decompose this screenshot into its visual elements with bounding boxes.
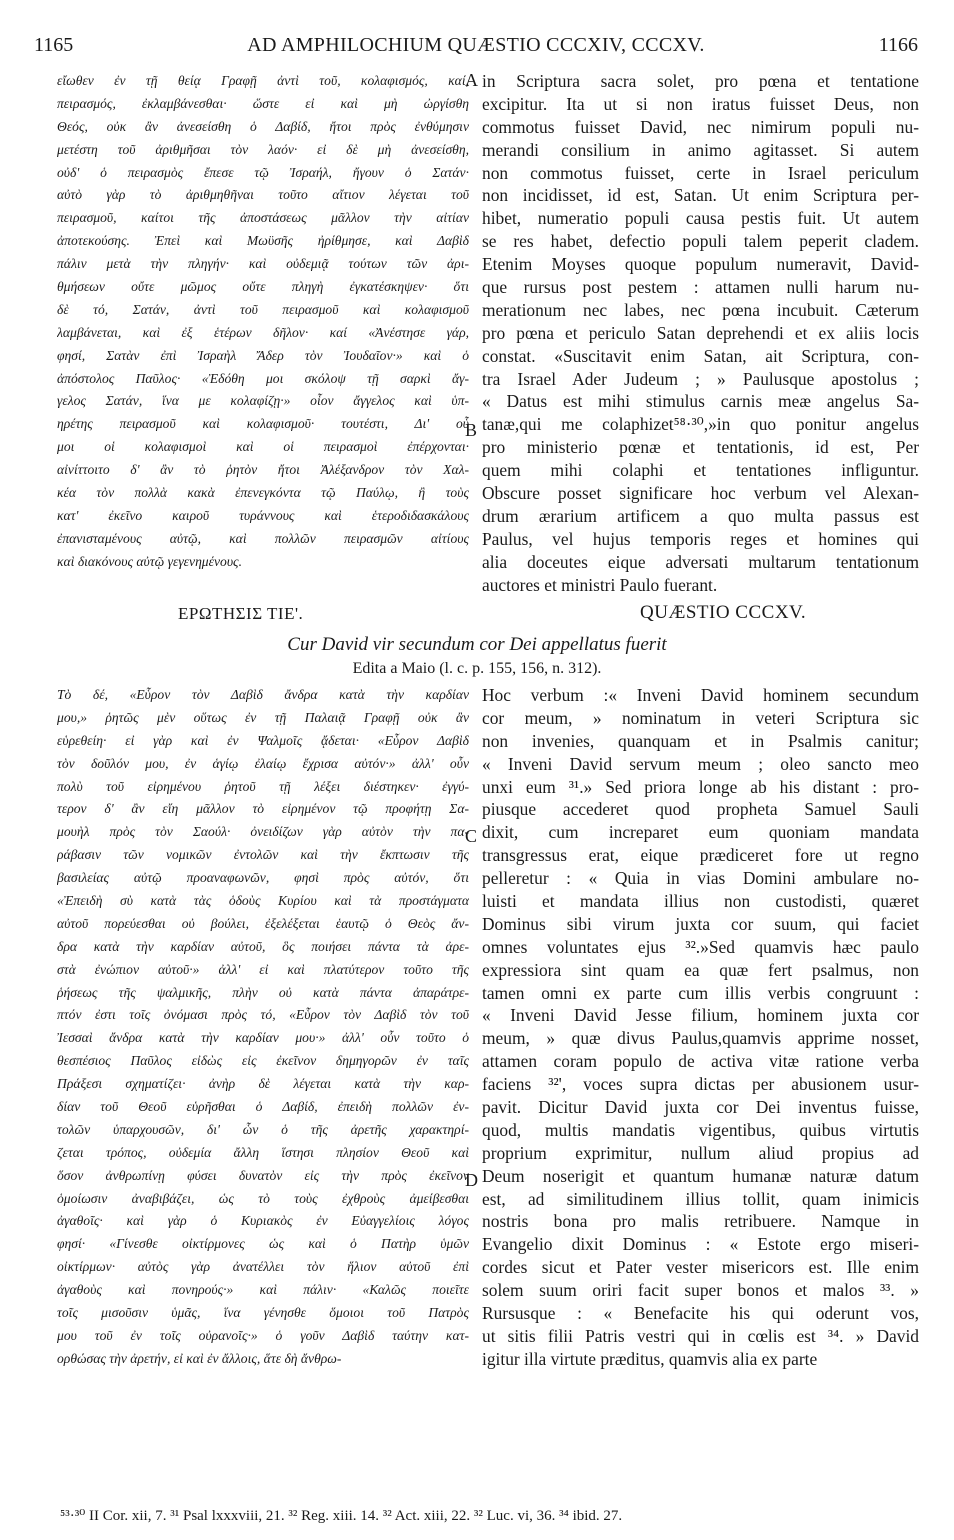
greek-text-line: φησί· «Γίνεσθε οἰκτίρμονες ὡς καὶ ὁ Πατὴρ ὑμῶν [57, 1236, 469, 1252]
latin-text-line: Deum noserigit et quantum humanæ naturæ datum [482, 1165, 919, 1186]
greek-text-line: εἴωθεν ἐν τῇ θείᾳ Γραφῇ ἀντὶ τοῦ, κολαφισμός, καί, [57, 73, 469, 88]
footnotes: ⁵³·³⁰ II Cor. xii, 7. ³¹ Psal lxxxviii, 21. ³² Reg. xiii. 14. ³² Act. xiii, 22. ³² Luc. vi, 36. ³⁴ ibid. 27. [60, 1508, 623, 1524]
running-title: AD AMPHILOCHIUM QUÆSTIO CCCXIV, CCCXV. [247, 34, 705, 56]
latin-text-line: expressiora sint quam ea quæ fert psalmus, non [482, 959, 919, 980]
latin-text-line: se res habet, defectio populi talem peperit cladem. [482, 231, 919, 252]
latin-text-line: omnes voluntates ejus ³².»Sed quamvis hæc paulo [482, 936, 919, 957]
latin-text-line: faciens ³²', voces supra dictas per abusionem usur- [482, 1074, 919, 1095]
greek-text-line: πειρασμοῦ, καίτοι τῆς ἀποστάσεως μᾶλλον τὴν αἰτίαν [57, 210, 469, 226]
latin-text-line: excipitur. Ita ut si non iratus fuisset Deus, non [482, 93, 919, 114]
greek-text-line: ἀγαθοῖς· καὶ γὰρ ὁ Κυριακὸς ἐν Εὐαγγελίοις λόγος [57, 1213, 469, 1229]
latin-text-line: Evangelio dixit Dominus : « Estote ergo miseri- [482, 1234, 919, 1255]
latin-text-line: que rursus post pestem : attamen nulli harum nu- [482, 277, 919, 298]
greek-text-line: ἀποτεκούσης. Ἐπεὶ καὶ Μωϋσῆς ἠρίθμησε, καὶ Δαβὶδ [57, 233, 469, 249]
greek-text-line: στὰ ἐνώπιον αὐτοῦ·» ἀλλ' εἰ καὶ πλατύτερον τοῦτο τῆς [57, 961, 469, 977]
latin-text-line: tanæ,qui me colaphizet⁵⁸·³⁰,»in quo ponitur angelus [482, 414, 919, 435]
greek-text-line: κατ' ἐκεῖνο καιροῦ τυράννους καὶ ἑτεροδιδασκάλους [57, 507, 469, 523]
greek-text-line: οἰκτίρμων· αὐτὸς γὰρ ἀνατέλλει τὸν ἥλιον αὐτοῦ ἐπὶ [57, 1259, 469, 1275]
latin-text-line: ut sitis filii Patris vestri qui in cœlis est ³⁴. » David [482, 1325, 919, 1346]
greek-text-line: φησί, Σατὰν ἐπὶ Ἰσραὴλ Ἄδερ τὸν Ἰουδαῖον·» καὶ ὁ [57, 347, 469, 363]
latin-text-line: attamen coram populo de activa vitæ ratione verba [482, 1051, 919, 1072]
latin-text-line: solem suum oriri facit super bonos et malos ³³. » [482, 1280, 919, 1301]
latin-text-line: pelleretur : « Quia in vias Domini ambulare no- [482, 868, 919, 889]
greek-text-line: κέα τὸν πολλὰ κακὰ ἐπενεγκόντα τῷ Παύλῳ, ἢ τοὺς [57, 485, 469, 501]
latin-text-line: tra Israel Ader Judeum ; » Paulusque apostolus ; [482, 368, 919, 389]
latin-text-line: non commotus fuisset, certe in Israel periculum [482, 162, 919, 183]
greek-text-line: πειρασμός, ἐκλαμβάνεσθαι· ὥστε εἰ καὶ μὴ ὠργίσθη [57, 95, 469, 111]
greek-text-line: οὐδ' ὁ πειρασμὸς ἔπεσε τῷ Ἰσραήλ, ἤγουν ὁ Σατάν· [57, 164, 469, 180]
latin-text-line: drum ærarium artificem a quo multa passus est [482, 505, 919, 526]
latin-text-line: Rursusque : « Benefacite his qui oderunt vos, [482, 1303, 919, 1324]
greek-text-line: πτόν ἐστι τοῖς ὀνόμασι πρὸς τό, «Εὗρον τὸν Δαβὶδ τὸν τοῦ [57, 1007, 469, 1023]
greek-text-line: πολὺ τοῦ εἰρημένου ῥητοῦ τῇ λέξει διέστηκεν· ἐγγύ- [57, 778, 469, 794]
latin-text-line: dixit, cum increparet eum quoniam mandata [482, 822, 919, 843]
latin-text-line: Obscure posset significare hoc verbum vel Alexan- [482, 483, 919, 504]
greek-column-bottom [57, 684, 469, 1371]
latin-question-heading: QUÆSTIO CCCXV. [640, 602, 807, 623]
latin-text-line: alia doceutes eique adversati multarum tentationum [482, 551, 919, 572]
greek-text-line: γελος Σατάν, ἵνα με κολαφίζῃ·» οἷον ἄγγελος καὶ ὑπ- [57, 393, 469, 409]
latin-text-line: in Scriptura sacra solet, pro pœna et tentatione [482, 71, 919, 91]
margin-mark-d: D [465, 1170, 478, 1190]
latin-text-line: merandi consilium in animo agitasset. Si autem [482, 139, 919, 160]
latin-text-line: pro ministerio pœnæ et tentationis, id est, Per [482, 437, 919, 458]
greek-text-line: αὐτὸ γὰρ τὸ ἀριθμηθῆναι τοῦτο αἴτιον λέγεται τοῦ [57, 187, 469, 203]
greek-text-line: ἐπανισταμένους αὐτῷ, καὶ πολλῶν πειρασμῶν αἰτίους [57, 530, 469, 546]
latin-text-line: Etenim Moyses quoque populum numeravit, David- [482, 254, 919, 275]
latin-text-line: meum, » quæ divus Paulus,quamvis apprime nosset, [482, 1028, 919, 1049]
edition-note: Edita a Maio (l. c. p. 155, 156, n. 312). [352, 660, 602, 677]
greek-text-line: αἰνίττοιτο δ' ἂν τὸ ῥητὸν ἤτοι Ἀλέξανδρον τὸν Χαλ- [57, 462, 469, 478]
greek-text-line: τὸν δοῦλόν μου, ἐν ἁγίῳ ἐλαίῳ ἔχρισα αὐτόν·» ἀλλ' οὖν [57, 755, 469, 771]
latin-text-line: transgressus erat, eique prædiceret fore ut regno [482, 845, 919, 866]
greek-text-line: δὲ τό, Σατάν, ἀντὶ τοῦ πειρασμοῦ καὶ κολαφισμοῦ [57, 301, 469, 317]
greek-column-top [57, 70, 469, 574]
latin-text-line: quem mihi colaphi et tentationes infliguntur. [482, 460, 919, 481]
greek-text-line: ὅσον ἀνθρωπίνῃ φύσει δυνατὸν εἰς τὴν πρὸς ἐκεῖνον [57, 1167, 469, 1183]
greek-text-line: ράβασιν τῶν νομικῶν ἐντολῶν καὶ τὴν ἔκπτωσιν τῆς [57, 847, 469, 863]
latin-text-line: Dominus sibi virum juxta cor suum, qui faciet [482, 913, 919, 934]
latin-text-line: est, ad similitudinem illius tollit, quam inimicis [482, 1188, 919, 1209]
greek-text-line: ζεται τρόπος, οὐδεμία ἄλλη ἵστησι πλησίον Θεοῦ καὶ [57, 1144, 469, 1160]
latin-text-line: auctores et ministri Paulo fuerant. [482, 574, 718, 595]
greek-text-line: Πράξεσι σχηματίζει· ἀνὴρ δὲ λέγεται κατὰ τὴν καρ- [57, 1076, 469, 1092]
greek-text-line: εὑρεθείη· εἰ γὰρ καὶ ἐν Ψαλμοῖς ᾄδεται· «Εὗρον Δαβὶδ [57, 732, 469, 748]
greek-text-line: θμήσεων οὔτε μῶμος οὔτε πληγὴ ἐγκατέσκηψεν· ὅτι [57, 279, 469, 295]
greek-text-line: δίαν τοῦ Θεοῦ εὑρῆσθαι ὁ Δαβίδ, ἐπειδὴ πολλῶν ἐν- [57, 1099, 469, 1115]
latin-text-line: commotus fuisset David, nec nimirum populi nu- [482, 116, 919, 137]
greek-text-line: μοι οἱ κολαφισμοὶ καὶ οἱ πειρασμοὶ ἐπέρχονται· [57, 439, 469, 455]
latin-text-line: pro pœna et periculo Satan deprehendi et ex aliis locis [482, 322, 919, 343]
greek-text-line: μουὴλ πρὸς τὸν Σαούλ· ὀνειδίζων γὰρ αὐτὸν τὴν πα- [57, 824, 469, 840]
greek-text-line: μου τοῦ ἐν τοῖς οὐρανοῖς·» ὁ γοῦν Δαβὶδ ταύτην κατ- [57, 1327, 469, 1343]
greek-text-line: αὐτοῦ πορεύεσθαι οὐ βούλει, ἐξελέξεται ἑαυτῷ ὁ Θεὸς ἄν- [57, 915, 469, 931]
margin-mark-c: C [465, 826, 478, 846]
latin-text-line: « Datus est mihi stimulus carnis meæ angelus Sa- [482, 391, 919, 412]
greek-text-line: ηρέτης πειρασμοῦ καὶ κολαφισμοῦ· τουτέστι, Δι' οὗ [57, 416, 469, 432]
greek-text-line: Τὸ δέ, «Εὗρον τὸν Δαβὶδ ἄνδρα κατὰ τὴν καρδίαν [57, 687, 469, 702]
greek-text-line: ὁμοίωσιν ἀναβιβάζει, ὡς τὸ τοὺς ἐχθροὺς ἀμείβεσθαι [57, 1190, 469, 1206]
greek-text-line: τολῶν ὑπαρχουσῶν, δι' ὧν ὁ τῆς ἀρετῆς χαρακτηρί- [57, 1121, 469, 1137]
greek-text-line: βασιλείας αὐτῷ προαναφωνῶν, φησὶ πρὸς αὐτόν, ὅτι [57, 870, 469, 886]
margin-mark-a: A [465, 70, 478, 90]
greek-text-line: τερον δ' ἂν εἴη μᾶλλον τὸ εἰρημένον τῷ προφήτῃ Σα- [57, 801, 469, 817]
latin-text-line: non invenies, quanquam et in Psalmis canitur; [482, 730, 919, 751]
latin-text-line: nostris bona pro malis retribuere. Namque in [482, 1211, 919, 1232]
greek-text-line: ἀγαθοὺς καὶ πονηρούς·» καὶ πάλιν· «Καλῶς ποιεῖτε [57, 1282, 469, 1298]
latin-text-line: hibet, numeratio populi causa pestis fuit. Ut autem [482, 208, 919, 229]
question-subtitle: Cur David vir secundum cor Dei appellatus fuerit [287, 634, 667, 655]
latin-text-line: unxi eum ³¹.» Sed priora longe ab his distant : pro- [482, 776, 919, 797]
latin-column-top [482, 70, 919, 596]
greek-text-line: Θεός, οὐκ ἂν ἀνεσείσθη ὁ Δαβίδ, ἤτοι πρὸς ἐνθύμησιν [57, 118, 469, 134]
latin-text-line: igitur illa virtute præditus, quamvis alia ex parte [482, 1348, 818, 1369]
latin-text-line: proprium exprimitur, nullum aliud propius ad [482, 1142, 919, 1163]
greek-question-heading: ΕΡΩΤΗΣΙΣ ΤΙΕ'. [178, 604, 304, 623]
latin-text-line: non incidisset, id est, Satan. Ut enim Scriptura per- [482, 185, 919, 206]
latin-text-line: « Inveni David Jesse filium, hominem juxta cor [482, 1005, 919, 1026]
greek-text-line: μετέστη τοῦ ἀριθμῆσαι τὸν λαόν· εἰ δὲ μὴ ἀνεσείσθη, [57, 141, 469, 157]
latin-text-line: « Inveni David servum meum ; oleo sancto meo [482, 753, 919, 774]
page-number-left: 1165 [34, 34, 74, 56]
latin-text-line: Hoc verbum :« Inveni David hominem secundum [482, 685, 919, 705]
latin-text-line: luisti et mandata illius non custodisti, quæret [482, 891, 919, 912]
greek-text-line: λαμβάνεται, καὶ ἐξ ἑτέρων δῆλον· καί «Ἀνέστησε γάρ, [57, 324, 469, 340]
greek-text-line: «Ἐπειδὴ σὺ κατὰ τὰς ὁδοὺς Κυρίου καὶ τὰ προστάγματα [57, 893, 469, 909]
running-header [34, 34, 918, 60]
greek-text-line: Ἰεσσαὶ ἄνδρα κατὰ τὴν καρδίαν μου·» ἀλλ' οὖν τοῦτο ὁ [57, 1030, 469, 1046]
margin-mark-b: B [465, 420, 478, 440]
greek-text-line: καὶ διακόνους αὐτῷ γεγενημένους. [57, 553, 242, 569]
greek-text-line: θεσπέσιος Παῦλος εἰδὼς εἰς ἐκεῖνον δημηγορῶν ἐν ταῖς [57, 1053, 469, 1069]
latin-text-line: constat. «Suscitavit enim Satan, ait Scriptura, con- [482, 345, 919, 366]
latin-text-line: Paulus, vel hujus temporis reges et homines qui [482, 528, 919, 549]
latin-text-line: pavit. Dicitur David juxta cor Dei inventus fuisse, [482, 1097, 919, 1118]
greek-text-line: ῥήσεως τῆς ψαλμικῆς, πλὴν οὐ κατὰ πάντα ἀπαράτρε- [57, 984, 469, 1000]
latin-text-line: merationum nec labes, nec pœna incubuit. Cæterum [482, 299, 919, 320]
greek-text-line: τοῖς μισοῦσιν ὑμᾶς, ἵνα γένησθε ὅμοιοι τοῦ Πατρὸς [57, 1305, 469, 1321]
greek-text-line: μου,» ῥητῶς μὲν οὕτως ἐν τῇ Παλαιᾷ Γραφῇ οὐκ ἂν [57, 709, 469, 725]
latin-text-line: piusque accederet quod propheta Samuel Sauli [482, 799, 919, 820]
greek-text-line: δρα κατὰ τὴν καρδίαν αὐτοῦ, ὃς ποιήσει πάντα τὰ ἀρε- [57, 938, 469, 954]
latin-text-line: cordes sicut et Pater vester misericors est. Ille enim [482, 1257, 919, 1278]
page-number-right: 1166 [878, 34, 918, 56]
greek-text-line: πάλιν μετὰ τὴν πληγήν· καὶ οὐδεμιᾷ τούτων τῶν ἀρι- [57, 256, 469, 272]
latin-text-line: cor meum, » nominatum in veteri Scriptura sic [482, 707, 919, 728]
greek-text-line: ορθώσας τὴν ἀρετήν, εἰ καὶ ἐν ἄλλοις, ἅτε δὴ ἄνθρω- [57, 1350, 342, 1366]
latin-text-line: quod, multis mandatis vigentibus, quibus virtutis [482, 1119, 919, 1140]
latin-column-bottom [482, 684, 919, 1371]
greek-text-line: ἀπόστολος Παῦλος· «Ἐδόθη μοι σκόλοψ τῇ σαρκὶ ἄγ- [57, 370, 469, 386]
latin-text-line: tamen omni ex parte cum illis verbis congruunt : [482, 982, 919, 1003]
